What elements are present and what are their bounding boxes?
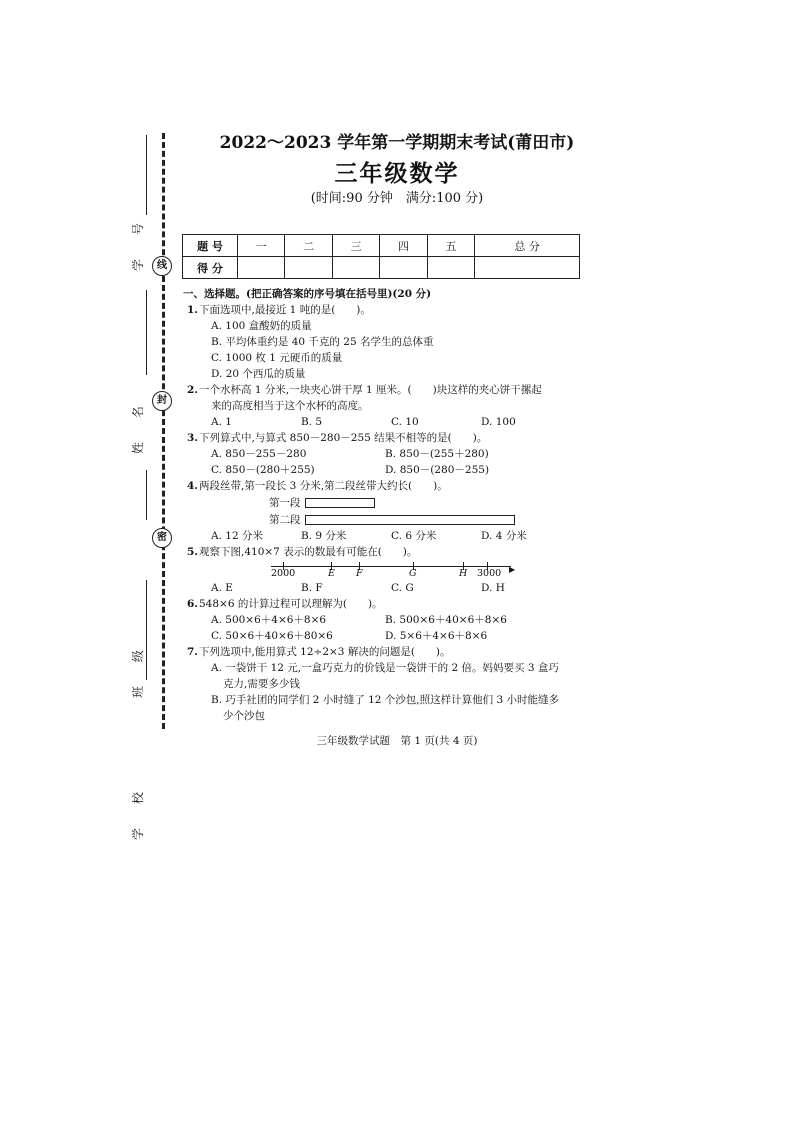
- student-name-underline: [146, 290, 147, 375]
- question-text: 一个水杯高 1 分米,一块夹心饼干厚 1 厘米。( )块这样的夹心饼干摞起: [199, 384, 542, 396]
- q1-option-d[interactable]: D. 20 个西瓜的质量: [211, 368, 306, 380]
- score-header-4: 四: [380, 235, 427, 257]
- q6-option-c[interactable]: C. 50×6＋40×6＋80×6: [211, 630, 333, 642]
- q4-option-c[interactable]: C. 6 分米: [391, 530, 437, 542]
- page-footer: 三年级数学试题 第 1 页(共 4 页): [316, 735, 478, 747]
- q5-option-a[interactable]: A. E: [211, 582, 233, 594]
- question-number: 6.: [187, 598, 198, 610]
- student-name-field[interactable]: [118, 290, 158, 454]
- q4-option-a[interactable]: A. 12 分米: [211, 530, 263, 542]
- segment-2-label: 第二段: [269, 513, 301, 526]
- q5-options: [183, 580, 583, 596]
- q3-option-a[interactable]: A. 850－255－280: [211, 448, 307, 460]
- label-g: G: [409, 568, 417, 579]
- question-text: 下列算式中,与算式 850－280－255 结果不相等的是( )。: [199, 432, 488, 444]
- score-cell-2[interactable]: [285, 257, 332, 279]
- q5-option-d[interactable]: D. H: [481, 582, 505, 594]
- q6-option-b[interactable]: B. 500×6＋40×6＋8×6: [385, 614, 507, 626]
- question-number: 4.: [187, 480, 198, 492]
- school-label: 学 校: [131, 782, 145, 840]
- score-header-total: 总 分: [475, 235, 580, 257]
- question-4: [183, 478, 583, 494]
- question-3: [183, 430, 583, 446]
- segment-1-label: 第一段: [269, 496, 301, 509]
- segment-2-bar: [305, 515, 515, 525]
- exam-subject: 三年级数学: [334, 160, 460, 187]
- score-cell-5[interactable]: [427, 257, 474, 279]
- question-text-continued: 来的高度相当于这个水杯的高度。: [211, 400, 369, 412]
- score-header-1: 一: [238, 235, 285, 257]
- question-6: [183, 596, 583, 612]
- question-number: 1.: [187, 304, 198, 316]
- score-row-label: 得 分: [183, 257, 238, 279]
- q2-option-b[interactable]: B. 5: [301, 416, 323, 428]
- binding-sidebar: [118, 125, 178, 840]
- section-heading: 一、选择题。(把正确答案的序号填在括号里)(20 分): [183, 288, 432, 300]
- label-h: H: [459, 568, 468, 579]
- binding-dashed-line: [162, 133, 165, 729]
- score-header-3: 三: [332, 235, 379, 257]
- score-header-5: 五: [427, 235, 474, 257]
- q2-option-a[interactable]: A. 1: [211, 416, 232, 428]
- score-header-label: 题 号: [183, 235, 238, 257]
- q7-option-b-continued: 少个沙包: [223, 710, 265, 722]
- score-table: [182, 234, 580, 279]
- q6-options-row1: [183, 612, 583, 628]
- q2-option-d[interactable]: D. 100: [481, 416, 516, 428]
- q2-options: [183, 414, 583, 430]
- label-2000: 2000: [271, 568, 296, 579]
- score-cell-3[interactable]: [332, 257, 379, 279]
- label-f: F: [356, 568, 363, 579]
- q4-options: [183, 528, 583, 544]
- q2-option-c[interactable]: C. 10: [391, 416, 419, 428]
- q5-option-b[interactable]: B. F: [301, 582, 323, 594]
- student-id-label: 学 号: [131, 213, 145, 271]
- label-3000: 3000: [477, 568, 502, 579]
- question-text: 548×6 的计算过程可以理解为( )。: [199, 598, 383, 610]
- question-text: 下面选项中,最接近 1 吨的是( )。: [199, 304, 371, 316]
- school-underline: [146, 580, 147, 680]
- question-text: 观察下图,410×7 表示的数最有可能在( )。: [199, 546, 418, 558]
- school-field[interactable]: [118, 580, 158, 840]
- class-label: 班 级: [131, 640, 145, 698]
- number-line: [271, 560, 521, 580]
- q3-option-d[interactable]: D. 850－(280－255): [385, 464, 490, 476]
- question-number: 2.: [187, 384, 198, 396]
- q6-option-d[interactable]: D. 5×6＋4×6＋8×6: [385, 630, 488, 642]
- question-text: 下列选项中,能用算式 12÷2×3 解决的问题是( )。: [199, 646, 451, 658]
- q3-options-row1: [183, 446, 583, 462]
- score-cell-1[interactable]: [238, 257, 285, 279]
- seal-mark-feng: 封: [152, 391, 172, 411]
- question-number: 3.: [187, 432, 198, 444]
- segment-1-bar: [305, 498, 375, 508]
- q5-option-c[interactable]: C. G: [391, 582, 414, 594]
- question-7: [183, 644, 583, 660]
- q6-option-a[interactable]: A. 500×6＋4×6＋8×6: [211, 614, 327, 626]
- arrow-right-icon: ▶: [509, 565, 516, 574]
- question-number: 5.: [187, 546, 198, 558]
- score-table-score-row: [183, 257, 580, 279]
- q3-option-b[interactable]: B. 850－(255＋280): [385, 448, 489, 460]
- q7-option-a-continued: 克力,需要多少钱: [223, 678, 300, 690]
- exam-title: 2022～2023 学年第一学期期末考试(莆田市): [219, 133, 575, 153]
- label-e: E: [328, 568, 335, 579]
- ribbon-segment-2: [183, 511, 583, 528]
- q1-option-a[interactable]: A. 100 盒酸奶的质量: [211, 320, 312, 332]
- score-cell-4[interactable]: [380, 257, 427, 279]
- q3-option-c[interactable]: C. 850－(280＋255): [211, 464, 315, 476]
- score-table-header-row: [183, 235, 580, 257]
- q7-option-a[interactable]: A. 一袋饼干 12 元,一盒巧克力的价钱是一袋饼干的 2 倍。妈妈要买 3 盒巧: [211, 662, 559, 674]
- ribbon-segment-1: [183, 494, 583, 511]
- q1-option-c[interactable]: C. 1000 枚 1 元硬币的质量: [211, 352, 343, 364]
- score-cell-total[interactable]: [475, 257, 580, 279]
- q6-options-row2: [183, 628, 583, 644]
- question-1: [183, 302, 583, 318]
- q4-option-b[interactable]: B. 9 分米: [301, 530, 347, 542]
- exam-info: (时间:90 分钟 满分:100 分): [310, 191, 484, 206]
- question-2: [183, 382, 583, 398]
- q4-option-d[interactable]: D. 4 分米: [481, 530, 527, 542]
- question-number: 7.: [187, 646, 198, 658]
- question-section: [183, 286, 583, 724]
- question-5: [183, 544, 583, 560]
- class-underline: [146, 470, 147, 520]
- seal-mark-mi: 密: [152, 528, 172, 548]
- q1-option-b[interactable]: B. 平均体重约是 40 千克的 25 名学生的总体重: [211, 336, 434, 348]
- student-name-label: 姓 名: [131, 396, 145, 454]
- q7-option-b[interactable]: B. 巧手社团的同学们 2 小时缝了 12 个沙包,照这样计算他们 3 小时能缝多: [211, 694, 559, 706]
- seal-mark-xian: 线: [152, 256, 172, 276]
- question-text: 两段丝带,第一段长 3 分米,第二段丝带大约长( )。: [199, 480, 448, 492]
- q3-options-row2: [183, 462, 583, 478]
- number-line-axis: [271, 566, 511, 567]
- score-header-2: 二: [285, 235, 332, 257]
